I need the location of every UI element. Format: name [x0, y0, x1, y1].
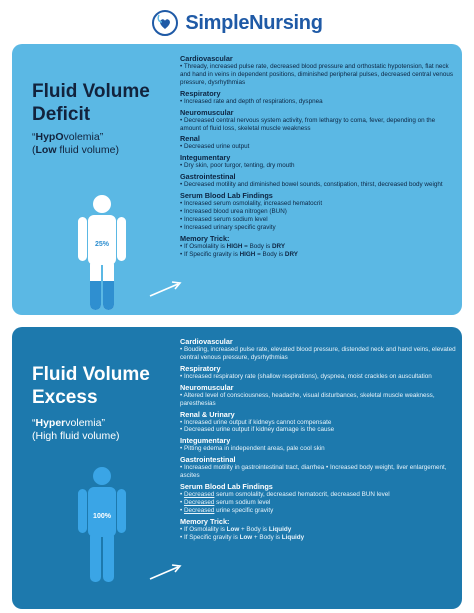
section-heading: Memory Trick:	[180, 516, 230, 526]
section-heading: Neuromuscular	[180, 107, 234, 117]
deficit-title	[32, 80, 150, 126]
excess-renal-urinary	[180, 410, 456, 435]
deficit-title-line2: Deficit	[32, 104, 91, 125]
trick-line: • If Osmolality is HIGH = Body is DRY	[180, 242, 286, 250]
section-text: • Dry skin, poor turgor, tenting, dry mouth	[180, 162, 295, 170]
excess-integumentary	[180, 436, 456, 453]
section-text: • Increased urine output if kidneys cannot compensate	[180, 418, 332, 426]
deficit-left-panel	[12, 44, 180, 315]
arrow-icon	[148, 563, 184, 581]
section-heading: Integumentary	[180, 153, 231, 163]
lab-line: • Increased blood urea nitrogen (BUN)	[180, 208, 287, 216]
excess-left-panel	[12, 327, 180, 609]
section-heading: Integumentary	[180, 436, 231, 446]
excess-memory-trick	[180, 517, 456, 542]
excess-gastrointestinal	[180, 455, 456, 480]
deficit-cardiovascular	[180, 54, 456, 87]
brand-header	[0, 6, 474, 40]
deficit-renal	[180, 134, 456, 151]
deficit-neuromuscular	[180, 108, 456, 133]
excess-cardiovascular	[180, 337, 456, 362]
excess-subtitle-term: “Hypervolemia”	[32, 417, 105, 429]
section-text: • Decreased central nervous system activity, from lethargy to coma, fever, depending on the amount of fluid loss, skeletal muscle weakness	[180, 116, 436, 132]
excess-title-line2: Excess	[32, 387, 98, 408]
deficit-subtitle	[32, 131, 119, 157]
section-heading: Cardiovascular	[180, 54, 233, 63]
excess-lab-findings	[180, 482, 456, 515]
excess-title	[32, 363, 150, 409]
section-text: • Decreased urine output	[180, 143, 250, 151]
lab-line: • Decreased serum sodium level	[180, 498, 271, 506]
excess-title-line1: Fluid Volume	[32, 364, 150, 385]
section-heading: Respiratory	[180, 363, 221, 373]
lab-line: • Increased urinary specific gravity	[180, 223, 276, 231]
section-text: • Increased motility in gastrointestinal tract, diarrhea • Increased body weight, liver enlargement, ascites	[180, 464, 447, 480]
section-heading: Cardiovascular	[180, 337, 233, 346]
deficit-gastrointestinal	[180, 172, 456, 189]
deficit-title-line1: Fluid Volume	[32, 81, 150, 102]
excess-respiratory	[180, 364, 456, 381]
trick-line: • If Specific gravity is Low + Body is Liquidy	[180, 533, 305, 541]
section-text: • Decreased motility and diminished bowel sounds, constipation, thirst, decreased body weight	[180, 181, 443, 189]
section-heading: Neuromuscular	[180, 382, 234, 392]
deficit-lab-findings	[180, 191, 456, 232]
section-heading: Renal	[180, 134, 200, 144]
excess-findings	[180, 337, 456, 544]
deficit-integumentary	[180, 153, 456, 170]
section-text: • Increased respiratory rate (shallow respirations), dyspnea, moist crackles on auscultation	[180, 372, 432, 380]
section-heading: Gastrointestinal	[180, 455, 236, 465]
section-heading: Respiratory	[180, 88, 221, 98]
section-heading: Memory Trick:	[180, 233, 230, 243]
brand-name: SimpleNursing	[185, 11, 323, 34]
excess-neuromuscular	[180, 383, 456, 408]
trick-line: • If Osmolality is Low + Body is Liquidy	[180, 525, 292, 533]
lab-line: • Decreased serum osmolality, decreased hematocrit, decreased BUN level	[180, 491, 390, 499]
section-text: • Bouding, increased pulse rate, elevated blood pressure, distended neck and hand veins, elevated central venous pressure, dysrhythmias	[180, 346, 456, 361]
deficit-figure-percent: 25%	[94, 241, 110, 248]
section-heading: Serum Blood Lab Findings	[180, 191, 273, 201]
deficit-subtitle-term: “HypOvolemia”	[32, 131, 104, 143]
stethoscope-heart-icon	[151, 9, 179, 37]
section-text: • Increased rate and depth of respirations, dyspnea	[180, 97, 323, 105]
deficit-findings	[180, 54, 456, 261]
section-text: • Decreased urine output if kidney damage is the cause	[180, 426, 335, 434]
section-heading: Gastrointestinal	[180, 172, 236, 182]
section-text: • Thready, increased pulse rate, decreased blood pressure and orthostatic hypotension, flat neck and hand in veins in dependent positions, diminished peripheral pulses, decreased central venous pressure, dysrhythmias	[180, 63, 454, 86]
body-figure-25-percent	[76, 194, 128, 310]
section-heading: Serum Blood Lab Findings	[180, 482, 273, 492]
lab-line: • Decreased urine specific gravity	[180, 506, 274, 514]
section-text: • Altered level of consciousness, headache, visual disturbances, skeletal muscle weakness, paresthesias	[180, 391, 435, 407]
trick-line: • If Specific gravity is HIGH = Body is DRY	[180, 250, 298, 258]
fluid-volume-deficit-card	[12, 44, 462, 315]
arrow-icon	[148, 280, 184, 298]
excess-figure-percent: 100%	[93, 513, 111, 520]
deficit-memory-trick	[180, 234, 456, 259]
deficit-respiratory	[180, 89, 456, 106]
section-heading: Renal & Urinary	[180, 409, 235, 419]
deficit-subtitle-meaning: (Low fluid volume)	[32, 144, 119, 156]
excess-subtitle	[32, 417, 120, 443]
body-figure-100-percent	[76, 466, 128, 582]
section-text: • Pitting edema in independent areas, pale cool skin	[180, 445, 325, 453]
fluid-volume-excess-card	[12, 327, 462, 609]
lab-line: • Increased serum osmolality, increased hematocrit	[180, 200, 323, 208]
excess-subtitle-meaning: (High fluid volume)	[32, 430, 120, 442]
lab-line: • Increased serum sodium level	[180, 215, 268, 223]
